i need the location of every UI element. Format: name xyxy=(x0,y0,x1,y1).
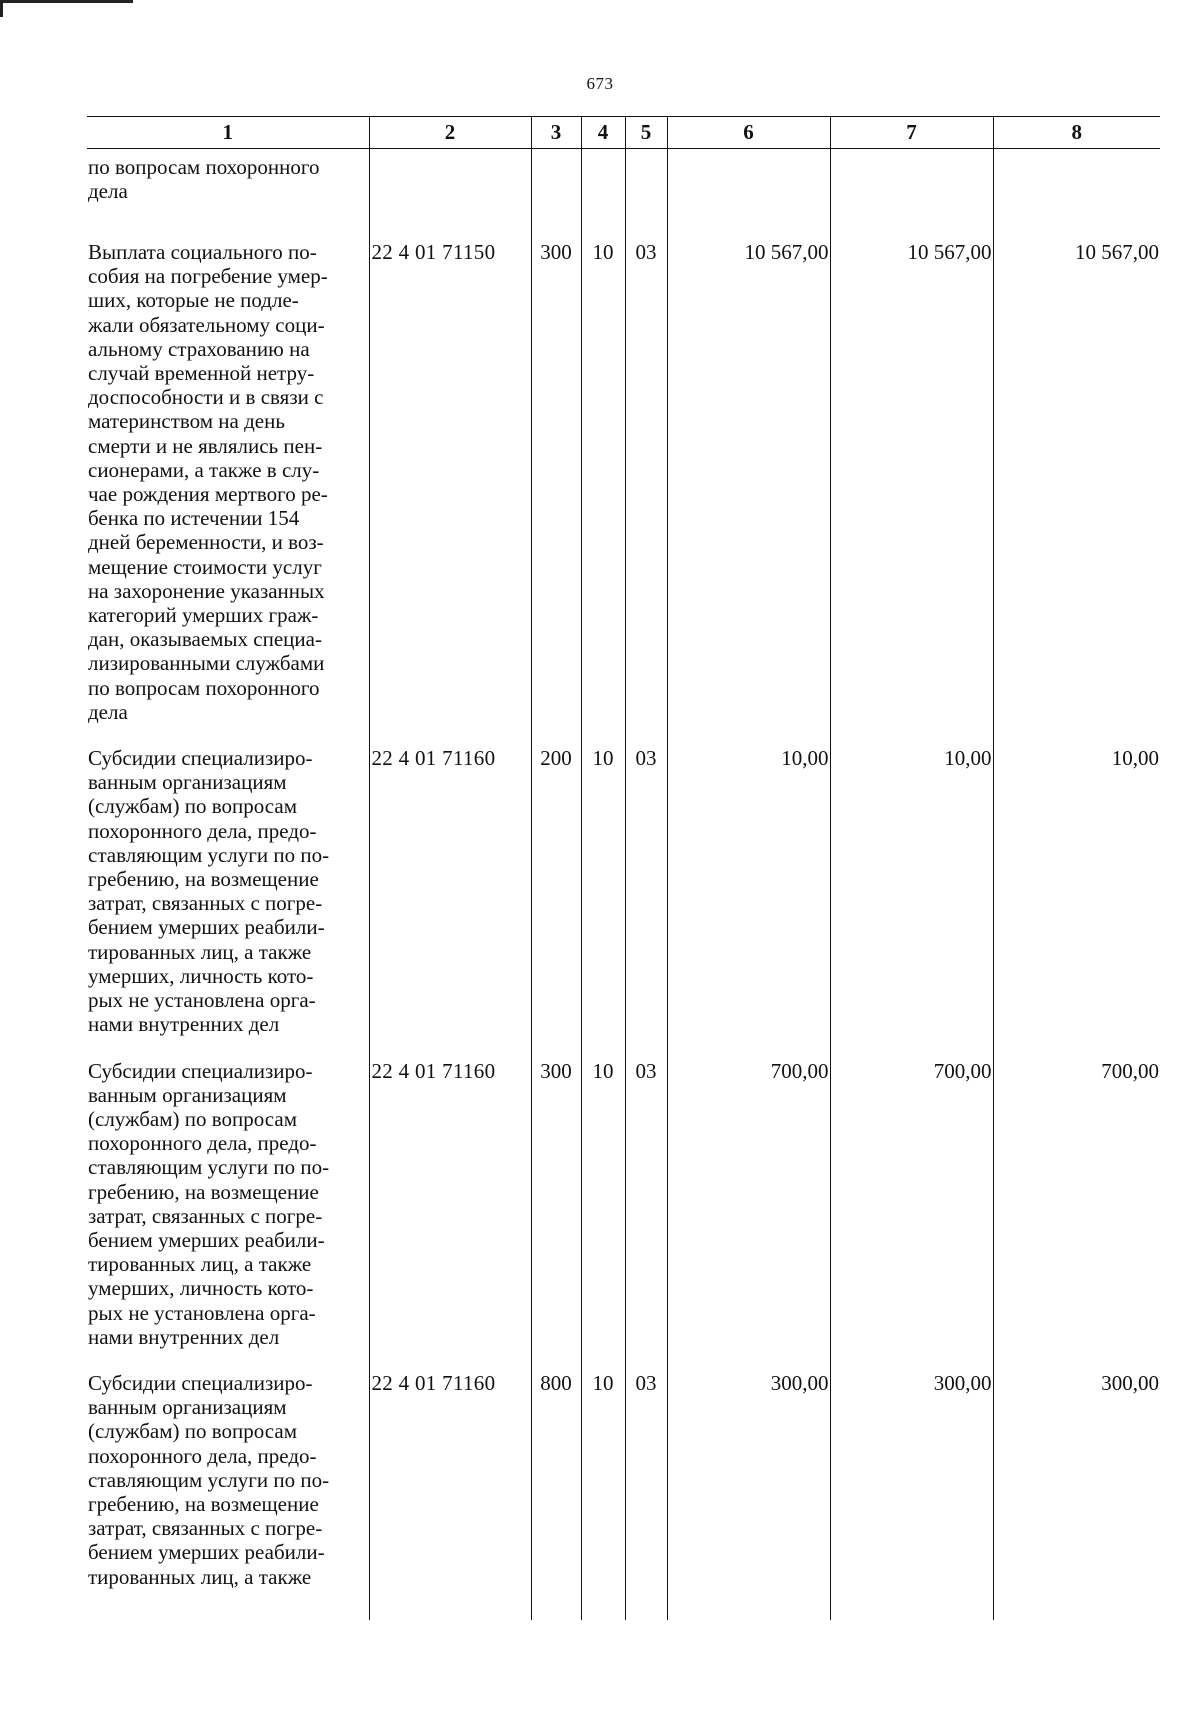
header-col-4: 4 xyxy=(581,117,625,149)
row-col3: 300 xyxy=(531,229,581,735)
row-col8 xyxy=(993,149,1160,230)
row-col8: 10,00 xyxy=(993,735,1160,1047)
description-line: по вопросам похоронного xyxy=(88,155,320,179)
row-col3 xyxy=(531,149,581,230)
row-col4: 10 xyxy=(581,229,625,735)
description-line: ванным организациям xyxy=(88,770,287,795)
description-line: гребению, на возмещение xyxy=(88,1491,319,1516)
header-col-5: 5 xyxy=(625,117,667,149)
description-line: умерших, личность кото- xyxy=(88,963,314,988)
description-line: гребению, на возмещение xyxy=(88,1179,319,1204)
description-line: Субсидии специализиро- xyxy=(88,746,313,771)
table-row xyxy=(87,735,1160,1047)
description-line: чае рождения мертвого ре- xyxy=(88,482,328,507)
header-col-6: 6 xyxy=(667,117,830,149)
row-col5: 03 xyxy=(625,1360,667,1620)
row-col4 xyxy=(581,149,625,230)
description-line: случай временной нетру- xyxy=(88,361,315,386)
description-line: по вопросам похоронного xyxy=(88,675,320,700)
description-line: мещение стоимости услуг xyxy=(88,554,322,579)
table-row xyxy=(87,149,1160,230)
row-code: 22 4 01 71160 xyxy=(369,1048,531,1360)
table-row xyxy=(87,1048,1160,1360)
description-line: смерти и не являлись пен- xyxy=(88,433,323,458)
table-body xyxy=(87,149,1160,1620)
row-col7: 10,00 xyxy=(830,735,993,1047)
description-line: жали обязательному соци- xyxy=(88,312,325,337)
description-line: рых не установлена орга- xyxy=(88,988,316,1013)
description-line: умерших, личность кото- xyxy=(88,1276,314,1301)
table-header-row xyxy=(87,117,1160,149)
header-col-3: 3 xyxy=(531,117,581,149)
row-col6 xyxy=(667,149,830,230)
description-line: похоронного дела, предо- xyxy=(88,818,317,843)
description-line: нами внутренних дел xyxy=(88,1324,280,1349)
row-code: 22 4 01 71160 xyxy=(369,735,531,1047)
row-description xyxy=(87,229,369,735)
description-line: собия на погребение умер- xyxy=(88,264,328,289)
row-col7: 700,00 xyxy=(830,1048,993,1360)
description-line: (службам) по вопросам xyxy=(88,794,297,819)
description-line: на захоронение указанных xyxy=(88,578,325,603)
row-description xyxy=(87,1360,369,1620)
description-line: бением умерших реабили- xyxy=(88,1227,325,1252)
header-col-1: 1 xyxy=(87,117,369,149)
scan-corner-mark xyxy=(0,0,133,17)
description-line: ших, которые не подле- xyxy=(88,288,299,313)
description-line: тированных лиц, а также xyxy=(88,1564,312,1589)
table-row xyxy=(87,1360,1160,1620)
description-line: дела xyxy=(88,179,128,204)
row-col5 xyxy=(625,149,667,230)
description-line: категорий умерших граж- xyxy=(88,603,319,628)
row-col4: 10 xyxy=(581,1360,625,1620)
description-line: дней беременности, и воз- xyxy=(88,530,324,555)
table-row xyxy=(87,229,1160,735)
row-col5: 03 xyxy=(625,735,667,1047)
budget-table xyxy=(87,116,1160,1620)
row-col8: 10 567,00 xyxy=(993,229,1160,735)
description-line: Субсидии специализиро- xyxy=(88,1370,313,1395)
header-col-2: 2 xyxy=(369,117,531,149)
description-line: тированных лиц, а также xyxy=(88,939,312,964)
description-line: ставляющим услуги по по- xyxy=(88,1155,330,1180)
row-col6: 10,00 xyxy=(667,735,830,1047)
description-line: нами внутренних дел xyxy=(88,1012,280,1037)
row-col7 xyxy=(830,149,993,230)
description-line: лизированными службами xyxy=(88,651,325,676)
row-description xyxy=(87,1048,369,1360)
description-line: Субсидии специализиро- xyxy=(88,1058,313,1083)
row-col3: 200 xyxy=(531,735,581,1047)
description-line: доспособности и в связи с xyxy=(88,385,324,410)
row-col6: 10 567,00 xyxy=(667,229,830,735)
row-col7: 10 567,00 xyxy=(830,229,993,735)
row-description xyxy=(87,149,369,230)
description-line: тированных лиц, а также xyxy=(88,1252,312,1277)
description-line: похоронного дела, предо- xyxy=(88,1131,317,1156)
description-line: похоронного дела, предо- xyxy=(88,1443,317,1468)
description-line: гребению, на возмещение xyxy=(88,867,319,892)
row-col3: 300 xyxy=(531,1048,581,1360)
description-line: Выплата социального по- xyxy=(88,240,317,264)
row-col3: 800 xyxy=(531,1360,581,1620)
description-line: бенка по истечении 154 xyxy=(88,506,300,531)
row-col8: 700,00 xyxy=(993,1048,1160,1360)
description-line: бением умерших реабили- xyxy=(88,1540,325,1565)
row-col8: 300,00 xyxy=(993,1360,1160,1620)
row-description xyxy=(87,735,369,1047)
description-line: дан, оказываемых специа- xyxy=(88,627,322,652)
description-line: материнством на день xyxy=(88,409,285,434)
header-col-8: 8 xyxy=(993,117,1160,149)
row-code: 22 4 01 71150 xyxy=(369,229,531,735)
row-code xyxy=(369,149,531,230)
description-line: ставляющим услуги по по- xyxy=(88,842,330,867)
description-line: дела xyxy=(88,699,128,724)
description-line: ванным организациям xyxy=(88,1082,287,1107)
description-line: ставляющим услуги по по- xyxy=(88,1467,330,1492)
description-line: альному страхованию на xyxy=(88,336,310,361)
row-col6: 700,00 xyxy=(667,1048,830,1360)
page-number: 673 xyxy=(586,74,614,93)
description-line: сионерами, а также в слу- xyxy=(88,457,320,482)
header-col-7: 7 xyxy=(830,117,993,149)
row-code: 22 4 01 71160 xyxy=(369,1360,531,1620)
row-col7: 300,00 xyxy=(830,1360,993,1620)
row-col5: 03 xyxy=(625,1048,667,1360)
description-line: бением умерших реабили- xyxy=(88,915,325,940)
row-col6: 300,00 xyxy=(667,1360,830,1620)
description-line: затрат, связанных с погре- xyxy=(88,1203,323,1228)
description-line: (службам) по вопросам xyxy=(88,1106,297,1131)
description-line: рых не установлена орга- xyxy=(88,1300,316,1325)
row-col5: 03 xyxy=(625,229,667,735)
description-line: затрат, связанных с погре- xyxy=(88,891,323,916)
row-col4: 10 xyxy=(581,735,625,1047)
description-line: (службам) по вопросам xyxy=(88,1419,297,1444)
description-line: ванным организациям xyxy=(88,1395,287,1420)
row-col4: 10 xyxy=(581,1048,625,1360)
description-line: затрат, связанных с погре- xyxy=(88,1516,323,1541)
